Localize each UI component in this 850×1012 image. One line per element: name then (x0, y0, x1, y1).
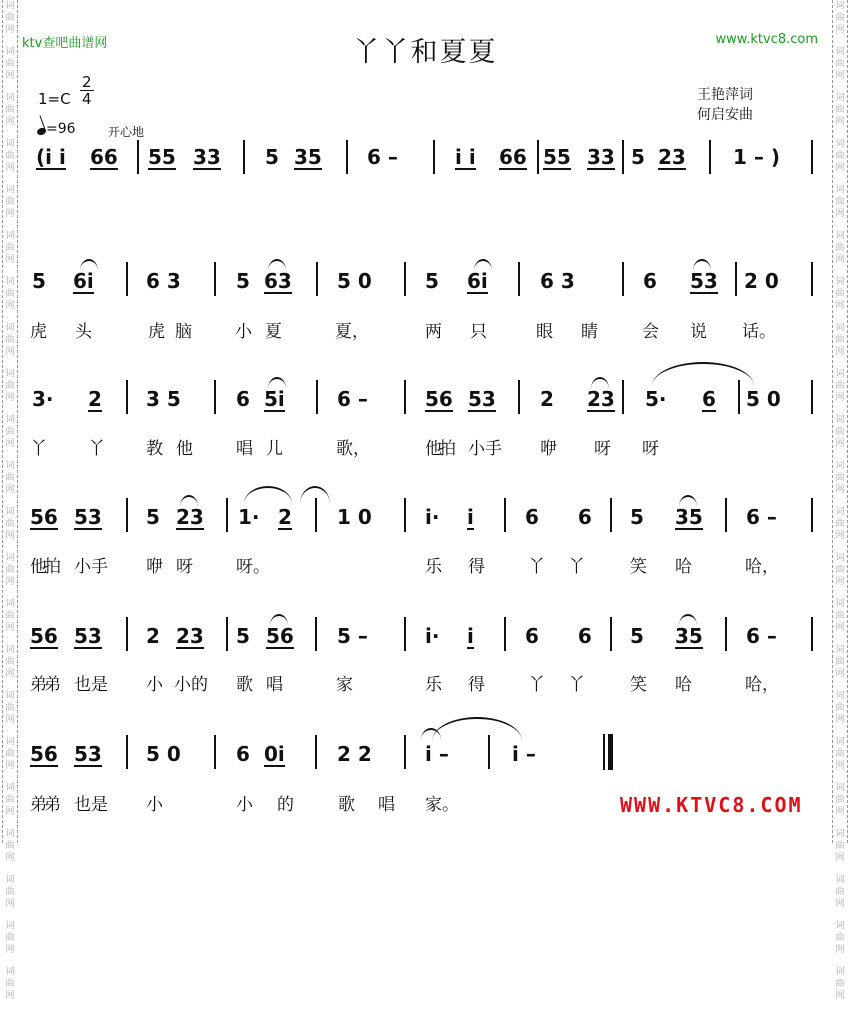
barline (126, 735, 128, 769)
note-group: i· (425, 505, 440, 529)
tempo-marking: =96 (37, 121, 76, 137)
note-group: 56 (425, 387, 453, 411)
note-group: 3 5 (146, 387, 181, 411)
time-signature: 2 4 (82, 73, 92, 108)
note-group: 53 (74, 742, 102, 766)
lyric: 哈， (745, 557, 779, 577)
barline (137, 140, 139, 174)
note-group: 5 (630, 505, 644, 529)
barline (725, 617, 727, 651)
lyric: 笑 (630, 675, 647, 695)
note-group: 23 (176, 624, 204, 648)
composer: 何启安曲 (697, 107, 753, 123)
note-group: i – (512, 742, 536, 766)
barline (622, 140, 624, 174)
lyric: 乐 (425, 557, 442, 577)
note-group: 2 (278, 505, 292, 529)
lyric: 丫 (30, 439, 47, 459)
key-signature: 1=C (38, 90, 71, 108)
barline (315, 498, 317, 532)
note-group: 1 – ) (733, 145, 780, 169)
note-group: 6 (702, 387, 716, 411)
note-group: 66 (90, 145, 118, 169)
note-group: 5 0 (746, 387, 781, 411)
lyric: 哈 (675, 675, 692, 695)
barline (738, 380, 740, 414)
lyric: 夏， (335, 322, 369, 342)
barline (622, 262, 624, 296)
lyric: 也是 (74, 675, 108, 695)
barline (404, 262, 406, 296)
lyric: 歌 (338, 795, 355, 815)
note-group: (i i (36, 145, 66, 169)
lyric: 他拍 (425, 439, 453, 459)
lyric: 只 (470, 322, 487, 342)
barline (214, 735, 216, 769)
note-group: 5 (236, 269, 250, 293)
barline (518, 262, 520, 296)
lyric: 乐 (425, 675, 442, 695)
barline (404, 617, 406, 651)
barline (735, 262, 737, 296)
lyric: 得 (468, 675, 485, 695)
barline (243, 140, 245, 174)
lyric: 丫 (528, 675, 545, 695)
lyricist: 王艳萍词 (697, 87, 753, 103)
barline (126, 617, 128, 651)
site-url[interactable]: www.ktvc8.com (715, 32, 818, 47)
slur (474, 259, 492, 271)
barline (346, 140, 348, 174)
lyric: 会 (642, 322, 659, 342)
lyric: 睛 (581, 322, 598, 342)
barline (504, 498, 506, 532)
note-group: 6 6 (525, 505, 608, 529)
note-group: 5 0 (337, 269, 372, 293)
note-group: 6 (236, 742, 250, 766)
note-group: 23 (176, 505, 204, 529)
slur (268, 259, 286, 271)
barline (404, 735, 406, 769)
barline (518, 380, 520, 414)
note-group: 5i (264, 387, 285, 411)
note-group: 6 3 (540, 269, 575, 293)
final-barline (603, 734, 613, 770)
barline (504, 617, 506, 651)
tie (244, 486, 292, 504)
note-group: 6 3 (146, 269, 181, 293)
lyric: 弟弟 (30, 795, 58, 815)
note-group: 53 (74, 624, 102, 648)
lyric: 丫 (88, 439, 105, 459)
slur (270, 614, 288, 626)
note-group: 2 (88, 387, 102, 411)
lyric: 唱 (236, 439, 253, 459)
side-watermark-left: 词 曲 网 词 曲 网 词 曲 网 词 曲 网 词 曲 网 词 曲 网 词 曲 网 词 曲 网 词 曲 网 词 曲 网 词 曲 网 词 曲 网 词 曲 网 词 曲 网 词 曲 网 词 曲 网 词 曲 网 词 曲 网 词 曲 网 词 曲 网 词 曲 网 词 曲 网 (2, 0, 18, 843)
note-group: 35 (675, 624, 703, 648)
note-group: 66 (499, 145, 527, 169)
lyric: 弟弟 (30, 675, 58, 695)
lyric: 教 (146, 439, 163, 459)
lyric: 小 (236, 795, 253, 815)
lyric: 咿 (146, 557, 163, 577)
barline (811, 140, 813, 174)
lyric: 他拍 (30, 557, 58, 577)
note-group: 5 (425, 269, 439, 293)
lyric: 说 (690, 322, 707, 342)
barline (811, 380, 813, 414)
note-group: 6 – (746, 624, 777, 648)
note-group: 53 (468, 387, 496, 411)
lyric: 唱 (266, 675, 283, 695)
lyric: 丫 (568, 557, 585, 577)
note-group: 6 – (337, 387, 368, 411)
site-name-cn[interactable]: ktv查吧曲谱网 (22, 36, 108, 51)
watermark-url: WWW.KTVC8.COM (620, 793, 803, 817)
note-group: 0i (264, 742, 285, 766)
note-group: 5 0 (146, 742, 181, 766)
lyric: 头 (75, 322, 92, 342)
lyric: 小 (235, 322, 252, 342)
note-group: 53 (74, 505, 102, 529)
lyric: 笑 (630, 557, 647, 577)
note-group: 5· (645, 387, 667, 411)
note-group: 5 (630, 624, 644, 648)
note-group: 56 (30, 742, 58, 766)
lyric: 呀 (176, 557, 193, 577)
lyric: 眼 (536, 322, 553, 342)
barline (537, 140, 539, 174)
note-group: 6 6 (525, 624, 608, 648)
note-group: 6 (643, 269, 657, 293)
barline (709, 140, 711, 174)
lyric: 呀。 (236, 557, 270, 577)
note-group: 5 – (337, 624, 368, 648)
note-group: i (467, 624, 474, 648)
lyric: 小手 (74, 557, 108, 577)
lyric: 咿 (540, 439, 557, 459)
lyric: 话。 (742, 322, 776, 342)
note-group: 3· (32, 387, 54, 411)
barline (811, 498, 813, 532)
note-group: i – (425, 742, 449, 766)
note-group: 33 (193, 145, 221, 169)
barline (226, 498, 228, 532)
barline (433, 140, 435, 174)
lyric: 小的 (174, 675, 208, 695)
note-group: i i (455, 145, 476, 169)
note-group: 33 (587, 145, 615, 169)
barline (214, 380, 216, 414)
barline (126, 262, 128, 296)
note-group: 23 (587, 387, 615, 411)
slur (591, 377, 609, 389)
barline (226, 617, 228, 651)
note-group: 56 (30, 505, 58, 529)
note-group: 6 – (367, 145, 398, 169)
lyric: 小手 (468, 439, 502, 459)
slur (693, 259, 711, 271)
note-group: i (467, 505, 474, 529)
lyric: 小 (146, 675, 163, 695)
barline (316, 380, 318, 414)
barline (610, 498, 612, 532)
note-group: 5 (265, 145, 279, 169)
note-group: 5 (146, 505, 160, 529)
barline (725, 498, 727, 532)
barline (214, 262, 216, 296)
lyric: 呀 (642, 439, 659, 459)
note-group: 5 (631, 145, 645, 169)
note-group: 1· (238, 505, 260, 529)
note-group: 2 0 (744, 269, 779, 293)
note-group: 2 (540, 387, 554, 411)
barline (126, 380, 128, 414)
lyric: 家。 (425, 795, 459, 815)
barline (404, 498, 406, 532)
note-group: 6 – (746, 505, 777, 529)
note-group: 2 2 (337, 742, 372, 766)
lyric: 夏 (265, 322, 282, 342)
expression-marking: 开心地 (108, 125, 145, 139)
note-group: i· (425, 624, 440, 648)
lyric: 的 (277, 795, 294, 815)
lyric: 虎 (30, 322, 47, 342)
lyric: 两 (425, 322, 442, 342)
barline (315, 617, 317, 651)
lyric: 呀 (594, 439, 611, 459)
note-group: 23 (658, 145, 686, 169)
slur (180, 495, 198, 507)
slur (679, 614, 697, 626)
slur (268, 377, 286, 389)
barline (404, 380, 406, 414)
lyric: 小 (146, 795, 163, 815)
lyric: 哈 (675, 557, 692, 577)
note-group: 6i (73, 269, 94, 293)
note-group: 35 (294, 145, 322, 169)
barline (316, 262, 318, 296)
slur (80, 259, 98, 271)
note-group: 5 (236, 624, 250, 648)
lyric: 唱 (378, 795, 395, 815)
barline (488, 735, 490, 769)
note-group: 63 (264, 269, 292, 293)
note-group: 2 (146, 624, 160, 648)
slur (679, 495, 697, 507)
lyric: 他 (176, 439, 193, 459)
note-group: 53 (690, 269, 718, 293)
note-group: 5 (32, 269, 46, 293)
tie (432, 717, 522, 741)
lyric: 也是 (74, 795, 108, 815)
lyric: 虎脑 (148, 322, 202, 342)
note-group: 1 0 (337, 505, 372, 529)
barline (811, 617, 813, 651)
barline (811, 262, 813, 296)
barline (126, 498, 128, 532)
lyric: 哈， (745, 675, 779, 695)
barline (622, 380, 624, 414)
lyric: 家 (336, 675, 353, 695)
note-group: 56 (30, 624, 58, 648)
lyric: 歌 (236, 675, 253, 695)
barline (610, 617, 612, 651)
note-group: 55 (543, 145, 571, 169)
lyric: 儿 (266, 439, 283, 459)
side-watermark-right: 词 曲 网 词 曲 网 词 曲 网 词 曲 网 词 曲 网 词 曲 网 词 曲 网 词 曲 网 词 曲 网 词 曲 网 词 曲 网 词 曲 网 词 曲 网 词 曲 网 词 曲 网 词 曲 网 词 曲 网 词 曲 网 词 曲 网 词 曲 网 词 曲 网 词 曲 网 (832, 0, 848, 843)
song-title: 丫丫和夏夏 (352, 37, 498, 68)
note-group: 6i (467, 269, 488, 293)
note-group: 55 (148, 145, 176, 169)
lyric: 丫 (528, 557, 545, 577)
note-group: 35 (675, 505, 703, 529)
note-group: 6 (236, 387, 250, 411)
lyric: 得 (468, 557, 485, 577)
lyric: 丫 (568, 675, 585, 695)
lyric: 歌， (336, 439, 370, 459)
barline (315, 735, 317, 769)
note-group: 56 (266, 624, 294, 648)
